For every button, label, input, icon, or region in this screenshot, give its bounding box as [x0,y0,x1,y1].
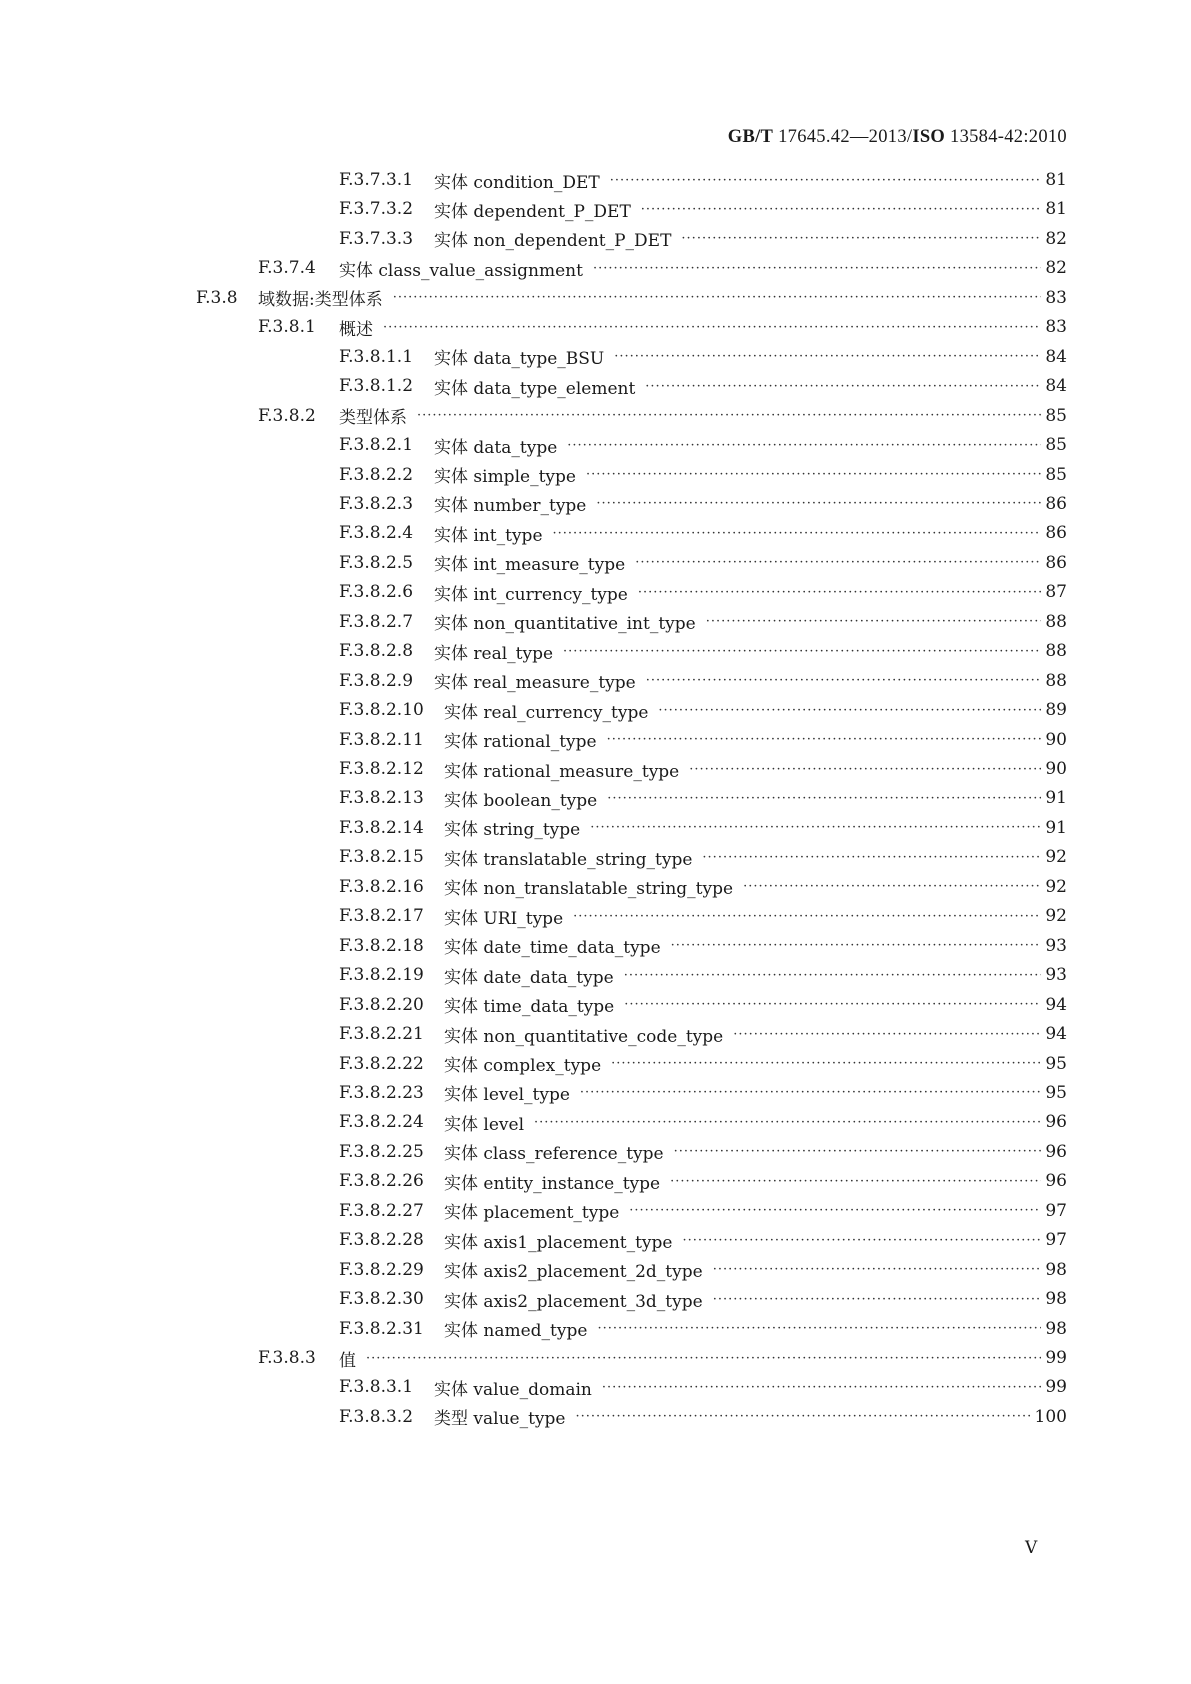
toc-entry[interactable] [258,311,1067,343]
toc-entry-number: F.3.8.2 [258,405,316,426]
toc-entry-title: 实体 int_measure_type [434,555,626,576]
toc-entry-number: F.3.8.2.9 [339,670,414,691]
toc-dot-leader [689,762,1041,777]
toc-entry-page: 83 [1045,317,1067,338]
toc-dot-leader [733,1027,1041,1042]
toc-entry-title: 实体 int_currency_type [434,584,628,605]
toc-entry-number: F.3.8.2.10 [339,700,424,721]
toc-entry-title: 实体 axis2_placement_3d_type [444,1291,703,1312]
toc-entry-title: 实体 placement_type [444,1203,620,1224]
toc-dot-leader [671,938,1041,953]
toc-dot-leader [635,555,1041,570]
toc-dot-leader [393,290,1041,305]
toc-entry[interactable] [339,900,1067,932]
toc-entry[interactable] [339,1224,1067,1256]
toc-entry-number: F.3.8.2.2 [339,464,414,485]
toc-entry-title: 实体 level_type [444,1085,570,1106]
toc-entry-page: 88 [1045,670,1067,691]
toc-entry-page: 90 [1045,759,1067,779]
toc-entry-number: F.3.8.2.25 [339,1141,424,1162]
toc-entry-number: F.3.8.3.1 [339,1377,414,1398]
toc-entry-page: 92 [1045,876,1067,897]
toc-dot-leader [614,349,1041,364]
toc-entry-page: 95 [1045,1082,1067,1103]
toc-entry-number: F.3.8.2.7 [339,611,414,632]
toc-entry-page: 93 [1045,965,1067,986]
toc-entry-title: 实体 string_type [444,820,581,841]
toc-entry[interactable] [339,429,1067,461]
toc-entry-title: 实体 URI_type [444,908,564,929]
toc-dot-leader [681,231,1041,246]
toc-entry-page: 91 [1045,788,1067,809]
toc-entry-number: F.3.8.2.31 [339,1318,424,1339]
toc-entry-title: 实体 date_time_data_type [444,938,661,959]
toc-entry-title: 实体 class_value_assignment [339,260,583,281]
toc-dot-leader [670,1174,1041,1189]
toc-entry[interactable] [339,1254,1067,1286]
toc-entry-title: 域数据:类型体系 [258,290,383,311]
toc-entry-page: 99 [1045,1348,1067,1368]
toc-dot-leader [590,820,1041,835]
toc-entry-page: 83 [1045,287,1067,308]
toc-entry-number: F.3.8.2.22 [339,1053,424,1074]
toc-entry-title: 实体 complex_type [444,1056,602,1076]
toc-entry-page: 81 [1045,199,1067,220]
page-number: V [1025,1538,1038,1558]
toc-entry-title: 实体 axis2_placement_2d_type [444,1262,703,1283]
toc-dot-leader [743,879,1041,894]
toc-entry-number: F.3.8.2.29 [339,1259,424,1280]
toc-entry-title: 实体 number_type [434,496,587,517]
toc-entry[interactable] [339,1106,1067,1138]
toc-dot-leader [580,1085,1041,1100]
toc-entry-page: 82 [1045,258,1067,279]
toc-entry-number: F.3.8.1 [258,317,316,338]
toc-dot-leader [553,526,1042,541]
toc-entry[interactable] [339,1371,1067,1403]
toc-dot-leader [641,202,1041,217]
toc-entry-number: F.3.8.2.14 [339,817,424,838]
toc-entry-page: 94 [1045,994,1067,1015]
toc-entry-title: 实体 dependent_P_DET [434,201,631,222]
toc-entry-page: 91 [1045,817,1067,838]
toc-entry[interactable] [339,959,1067,991]
toc-entry-title: 实体 non_dependent_P_DET [434,231,672,252]
toc-entry-page: 92 [1045,847,1067,868]
toc-entry[interactable] [339,459,1067,491]
toc-entry[interactable] [339,1313,1067,1345]
toc-entry-page: 84 [1045,346,1067,367]
toc-dot-leader [366,1351,1041,1366]
toc-entry-page: 85 [1045,405,1067,426]
toc-entry-title: 实体 class_reference_type [444,1144,664,1165]
toc-entry-title: 实体 non_quantitative_code_type [444,1026,724,1047]
toc-entry[interactable] [339,164,1067,196]
toc-entry[interactable] [339,1136,1067,1168]
toc-entry[interactable] [339,1165,1067,1197]
toc-entry-number: F.3.7.3.2 [339,199,414,220]
toc-entry-title: 实体 condition_DET [434,172,600,193]
toc-entry-number: F.3.8.2.19 [339,965,424,986]
toc-entry[interactable] [339,724,1067,756]
toc-entry-number: F.3.8.2.26 [339,1171,424,1192]
toc-dot-leader [706,614,1041,629]
toc-entry[interactable] [258,1342,1067,1374]
toc-entry-page: 98 [1045,1259,1067,1280]
toc-dot-leader [646,673,1041,688]
toc-dot-leader [607,732,1041,747]
toc-entry[interactable] [339,665,1067,697]
toc-dot-leader [573,909,1041,924]
toc-dot-leader [682,1233,1041,1248]
toc-entry-title: 类型 value_type [434,1409,566,1430]
toc-entry-title: 值 [339,1350,356,1371]
toc-dot-leader [611,1056,1041,1071]
toc-entry[interactable] [339,223,1067,255]
toc-dot-leader [593,261,1041,276]
toc-entry-number: F.3.8.2.3 [339,493,414,514]
toc-entry[interactable] [258,252,1067,284]
toc-entry-number: F.3.7.3.1 [339,170,414,190]
toc-entry-page: 81 [1045,170,1067,190]
toc-dot-leader [602,1380,1041,1395]
toc-entry-title: 实体 real_currency_type [444,702,649,723]
toc-entry-number: F.3.8.2.28 [339,1230,424,1251]
toc-entry-title: 实体 data_type_element [434,378,636,399]
toc-entry-title: 实体 translatable_string_type [444,849,693,870]
toc-dot-leader [713,1292,1041,1307]
toc-entry[interactable] [339,1077,1067,1109]
toc-dot-leader [567,438,1041,453]
toc-entry-page: 86 [1045,523,1067,544]
toc-entry-page: 90 [1045,729,1067,750]
toc-entry-title: 类型体系 [339,408,407,429]
toc-entry[interactable] [339,341,1067,373]
toc-dot-leader [674,1144,1041,1159]
toc-entry[interactable] [339,812,1067,844]
toc-entry-page: 96 [1045,1112,1067,1133]
toc-entry[interactable] [339,370,1067,402]
toc-entry-page: 100 [1034,1406,1067,1427]
toc-entry-page: 85 [1045,464,1067,485]
toc-entry-number: F.3.8.2.12 [339,759,424,779]
toc-entry[interactable] [339,841,1067,873]
toc-entry-page: 89 [1045,700,1067,721]
toc-entry[interactable] [339,989,1067,1021]
toc-dot-leader [575,1409,1030,1424]
toc-dot-leader [610,173,1041,188]
toc-entry[interactable] [339,753,1067,785]
toc-dot-leader [638,585,1041,600]
toc-entry-page: 85 [1045,435,1067,456]
toc-entry-page: 99 [1045,1377,1067,1398]
toc-dot-leader [713,1262,1041,1277]
toc-entry-title: 概述 [339,319,373,340]
toc-entry[interactable] [339,1048,1067,1080]
iso-code: ISO [912,127,946,147]
toc-entry[interactable] [339,193,1067,225]
toc-dot-leader [658,703,1041,718]
toc-entry[interactable] [339,576,1067,608]
toc-dot-leader [383,320,1041,335]
toc-entry-number: F.3.8.2.15 [339,847,424,868]
toc-entry[interactable] [339,547,1067,579]
toc-entry-page: 95 [1045,1053,1067,1074]
toc-entry-page: 98 [1045,1289,1067,1310]
toc-entry-page: 88 [1045,641,1067,662]
toc-entry[interactable] [339,1018,1067,1050]
toc-dot-leader [563,644,1041,659]
toc-entry-page: 94 [1045,1024,1067,1045]
toc-entry[interactable] [196,282,1067,314]
toc-entry-number: F.3.8.2.17 [339,906,424,927]
toc-entry-title: 实体 simple_type [434,467,576,487]
toc-entry[interactable] [339,635,1067,667]
toc-entry-title: 实体 date_data_type [444,967,614,988]
toc-entry-title: 实体 entity_instance_type [444,1173,661,1194]
toc-entry-number: F.3.7.3.3 [339,228,414,249]
toc-entry-title: 实体 rational_type [444,732,597,753]
toc-entry-title: 实体 named_type [444,1321,588,1342]
toc-entry[interactable] [339,606,1067,638]
toc-entry-title: 实体 boolean_type [444,790,598,811]
toc-entry-page: 92 [1045,906,1067,927]
toc-dot-leader [597,1321,1041,1336]
toc-entry-number: F.3.8.2.4 [339,523,414,544]
toc-entry[interactable] [339,1401,1067,1433]
toc-entry-number: F.3.8.2.1 [339,435,414,456]
toc-entry-number: F.3.8 [196,287,238,308]
toc-entry-number: F.3.8.2.5 [339,552,414,573]
toc-entry-number: F.3.8.2.21 [339,1024,424,1045]
toc-entry-title: 实体 real_type [434,643,554,664]
toc-entry-number: F.3.8.2.27 [339,1200,424,1221]
toc-dot-leader [645,379,1041,394]
toc-dot-leader [534,1115,1041,1130]
toc-dot-leader [607,791,1041,806]
toc-entry-number: F.3.8.2.18 [339,935,424,956]
toc-entry[interactable] [339,871,1067,903]
toc-entry-page: 86 [1045,552,1067,573]
toc-entry[interactable] [339,1195,1067,1227]
toc-entry-title: 实体 real_measure_type [434,673,636,694]
toc-entry-title: 实体 rational_measure_type [444,761,680,782]
toc-entry[interactable] [339,517,1067,549]
toc-entry-number: F.3.8.2.23 [339,1082,424,1103]
toc-entry-page: 82 [1045,228,1067,249]
toc-entry[interactable] [339,1283,1067,1315]
iso-number: 13584-42:2010 [945,127,1067,147]
toc-entry-number: F.3.8.2.30 [339,1289,424,1310]
toc-dot-leader [702,850,1041,865]
toc-entry-number: F.3.8.2.6 [339,582,414,603]
std-code: GB/T [727,127,774,147]
toc-entry-title: 实体 non_translatable_string_type [444,879,734,900]
toc-entry-title: 实体 non_quantitative_int_type [434,614,696,635]
toc-entry-page: 96 [1045,1141,1067,1162]
toc-entry-page: 93 [1045,935,1067,956]
toc-entry[interactable] [339,694,1067,726]
toc-entry-page: 97 [1045,1230,1067,1251]
toc-entry-number: F.3.8.2.24 [339,1112,424,1133]
toc-entry-page: 98 [1045,1318,1067,1339]
toc-entry-title: 实体 int_type [434,525,543,546]
toc-entry-number: F.3.8.3.2 [339,1406,414,1427]
toc-entry-number: F.3.7.4 [258,258,316,279]
toc-entry[interactable] [258,400,1067,432]
toc-dot-leader [417,408,1041,423]
toc-entry-page: 84 [1045,376,1067,397]
toc-entry-number: F.3.8.3 [258,1348,316,1368]
toc-entry-title: 实体 data_type [434,437,558,458]
toc-dot-leader [629,1203,1041,1218]
toc-entry-title: 实体 axis1_placement_type [444,1232,673,1253]
toc-entry-page: 88 [1045,611,1067,632]
toc-entry[interactable] [339,930,1067,962]
toc-entry-title: 实体 value_domain [434,1379,592,1400]
toc-entry-number: F.3.8.2.8 [339,641,414,662]
toc-entry-number: F.3.8.1.1 [339,346,414,367]
toc-entry-page: 86 [1045,493,1067,514]
toc-dot-leader [596,496,1041,511]
toc-dot-leader [586,467,1041,482]
toc-entry-title: 实体 time_data_type [444,997,615,1018]
toc-entry[interactable] [339,782,1067,814]
toc-entry-number: F.3.8.2.13 [339,788,424,809]
toc-dot-leader [624,968,1041,983]
toc-entry-page: 87 [1045,582,1067,603]
toc-entry-number: F.3.8.2.16 [339,876,424,897]
toc-entry-number: F.3.8.2.20 [339,994,424,1015]
running-header [728,127,1067,148]
toc-entry-title: 实体 data_type_BSU [434,349,605,370]
toc-dot-leader [624,997,1041,1012]
toc-entry-number: F.3.8.2.11 [339,729,424,750]
toc-entry-page: 96 [1045,1171,1067,1192]
toc-entry[interactable] [339,488,1067,520]
toc-entry-page: 97 [1045,1200,1067,1221]
toc-entry-title: 实体 level [444,1114,525,1135]
toc-entry-number: F.3.8.1.2 [339,376,414,397]
std-number: 17645.42—2013/ [773,127,913,147]
